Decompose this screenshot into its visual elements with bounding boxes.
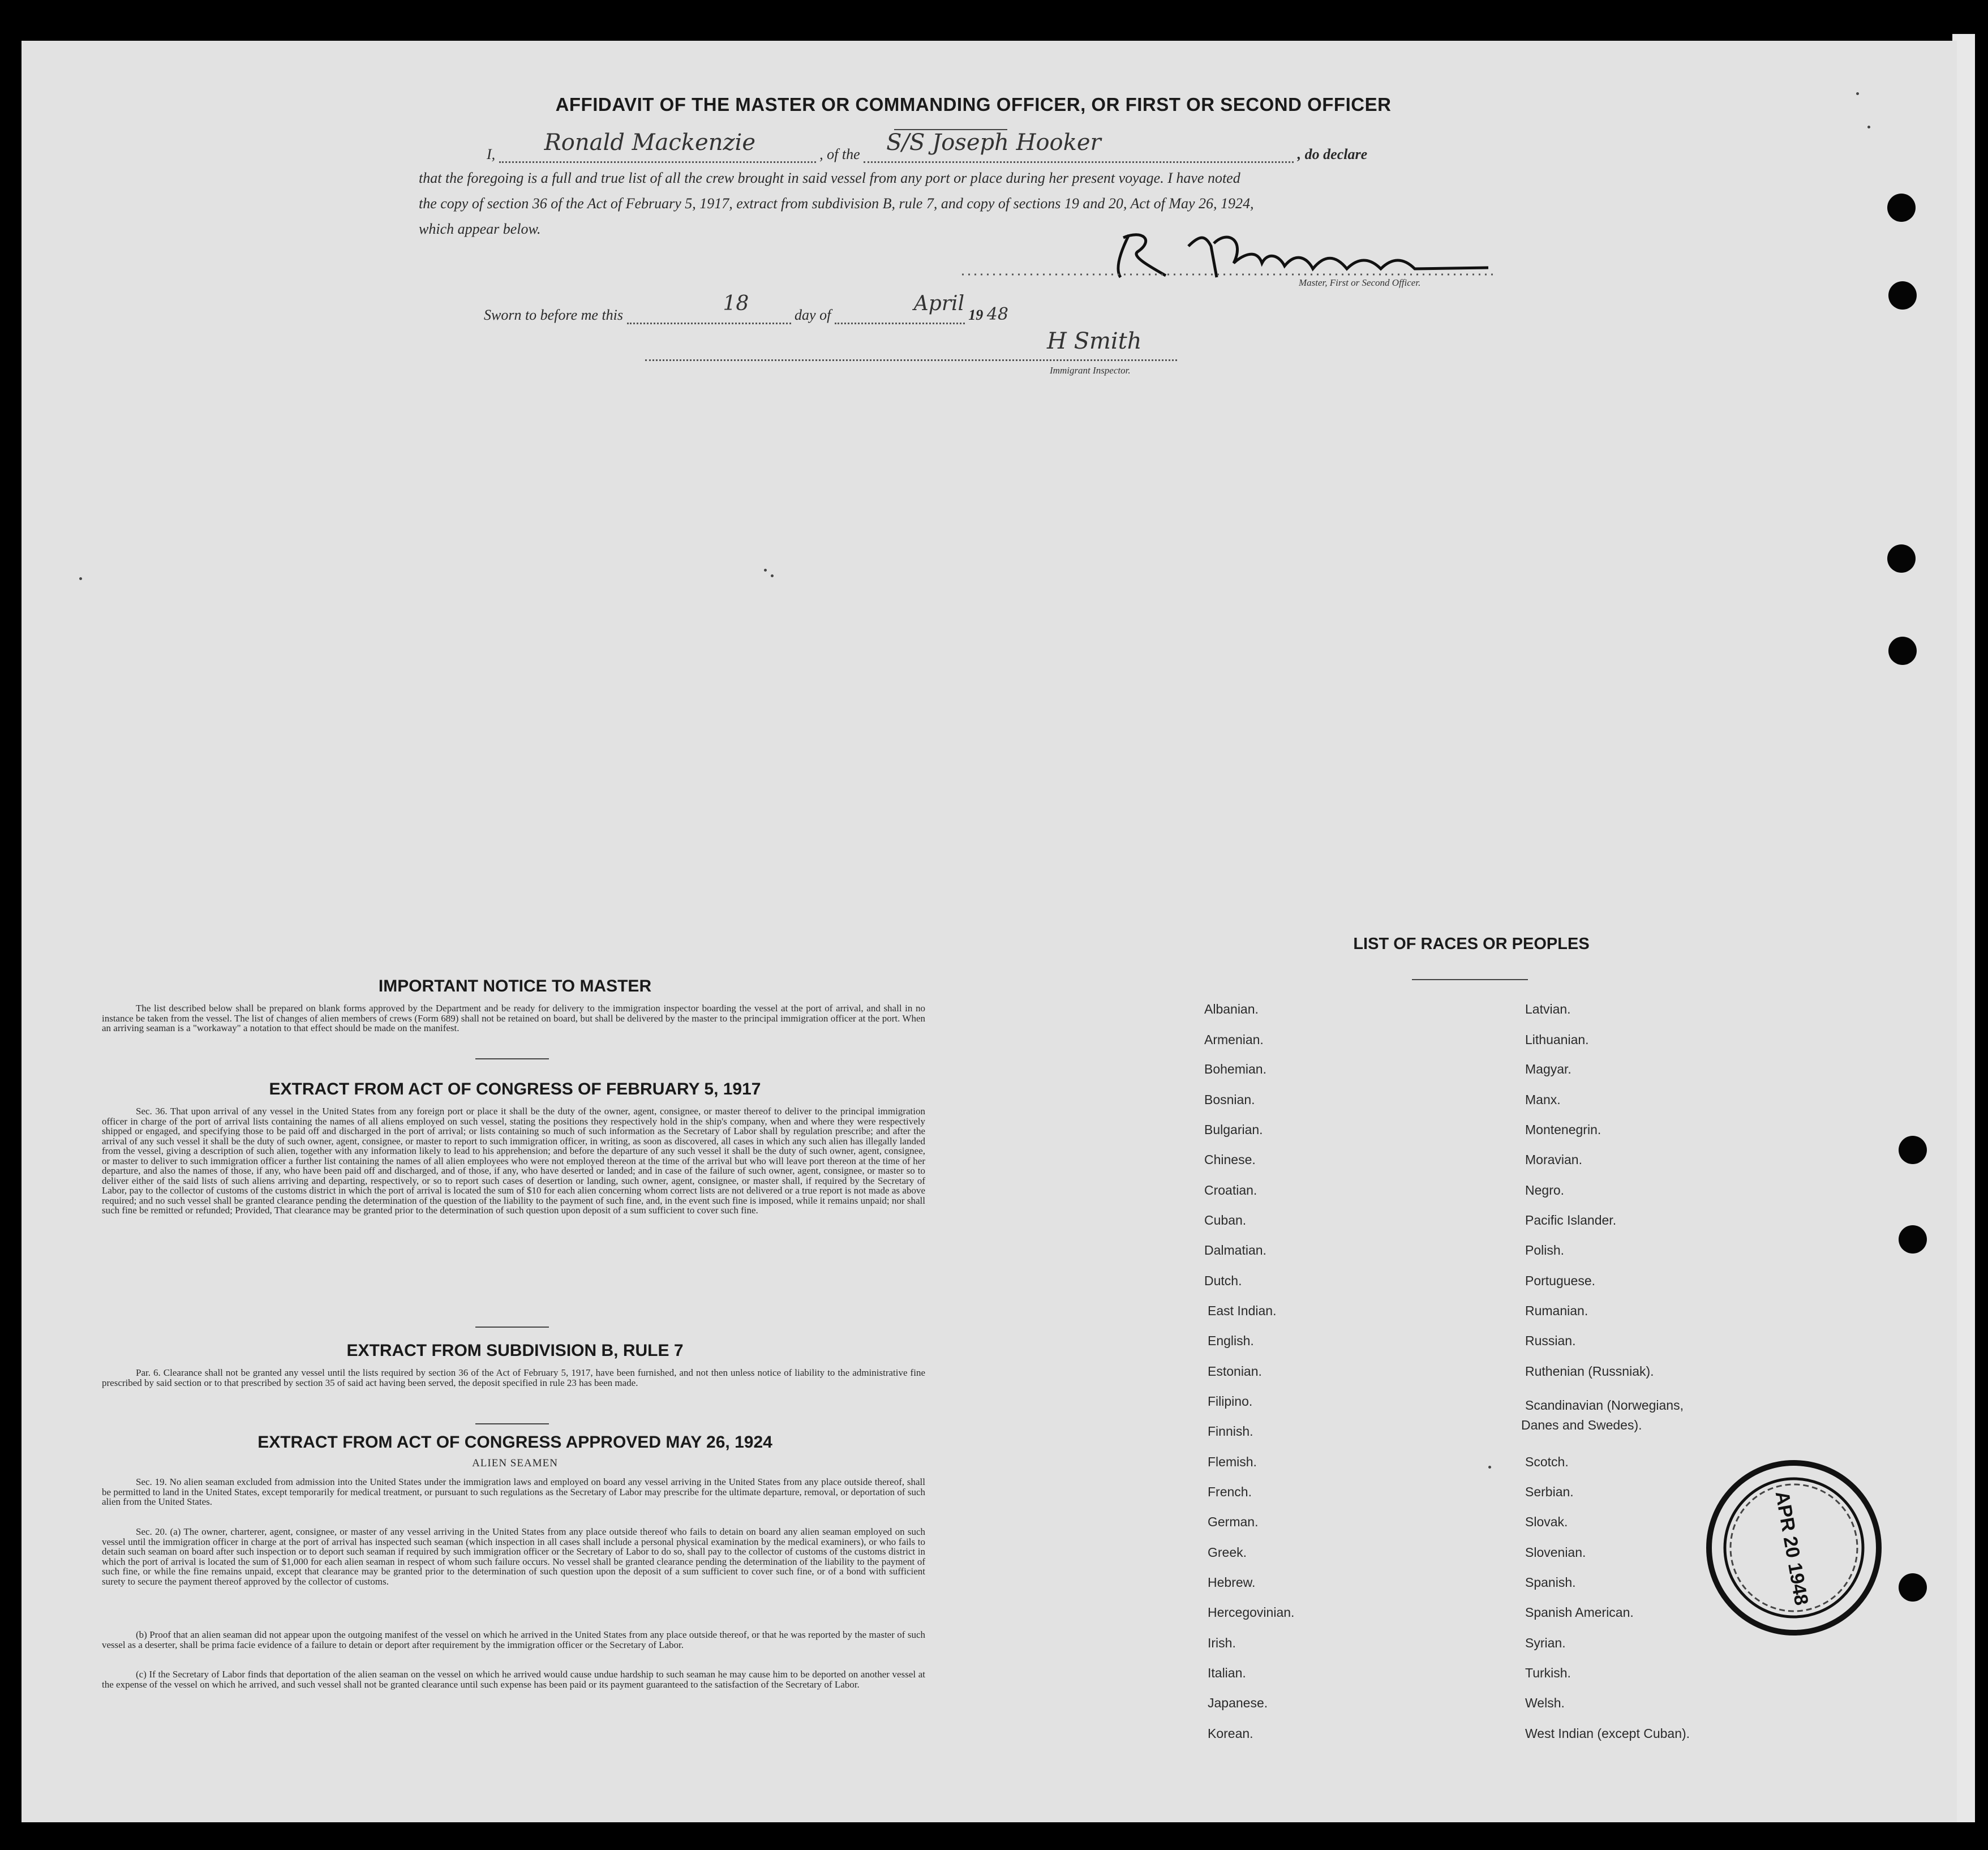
punch-hole	[1888, 281, 1917, 310]
rule7-body: Par. 6. Clearance shall not be granted any vessel until the lists required by section 36 of the Act of February 5, 1917, have been furnished, and not then unless notice of liability to the administrative fine prescribed by said section or to that prescribed by section 35 of said act having been served, the deposit specified in rule 23 has been made.	[102, 1367, 925, 1388]
race-item: Chinese.	[1204, 1152, 1256, 1167]
punch-hole	[1888, 637, 1917, 665]
stamp-date: APR 20 1948	[1771, 1489, 1813, 1607]
section-rule	[475, 1058, 549, 1059]
race-item: Slovak.	[1525, 1514, 1568, 1529]
race-item: Montenegrin.	[1525, 1122, 1601, 1137]
do-declare-label: , do declare	[1297, 146, 1368, 162]
race-item: Russian.	[1525, 1333, 1576, 1348]
extract-1917-title: EXTRACT FROM ACT OF CONGRESS OF FEBRUARY 5, 1917	[269, 1080, 761, 1098]
race-item: Danes and Swedes).	[1521, 1418, 1642, 1432]
day-of-label: day of	[795, 307, 831, 323]
race-item: Scandinavian (Norwegians,	[1525, 1398, 1684, 1413]
race-item: Korean.	[1208, 1726, 1253, 1741]
speck	[1856, 92, 1859, 95]
race-item: Bohemian.	[1204, 1062, 1266, 1076]
sworn-day-field	[627, 292, 791, 324]
sworn-day: 18	[723, 292, 749, 315]
punch-hole	[1887, 544, 1916, 573]
race-item: French.	[1208, 1484, 1252, 1499]
race-item: Armenian.	[1204, 1032, 1264, 1047]
race-item: Croatian.	[1204, 1183, 1257, 1197]
punch-hole	[1899, 1136, 1927, 1164]
year-suffix: 48	[986, 304, 1008, 324]
race-item: Ruthenian (Russniak).	[1525, 1364, 1654, 1379]
race-item: Bosnian.	[1204, 1092, 1255, 1107]
race-item: Filipino.	[1208, 1394, 1253, 1409]
race-item: Greek.	[1208, 1545, 1247, 1560]
declaration-line-3: the copy of section 36 of the Act of February 5, 1917, extract from subdivision B, rule 7, and copy of sections 19 and 20, Act of May 26, 1924,	[419, 195, 1254, 212]
race-item: Scotch.	[1525, 1454, 1569, 1469]
race-item: East Indian.	[1208, 1303, 1277, 1318]
race-item: Hebrew.	[1208, 1575, 1256, 1590]
race-item: Albanian.	[1204, 1002, 1259, 1016]
inspector-caption: Immigrant Inspector.	[1050, 365, 1131, 376]
declaration-line-2: that the foregoing is a full and true list of all the crew brought in said vessel from any port or place during her present voyage. I have noted	[419, 170, 1240, 186]
race-item: Hercegovinian.	[1208, 1605, 1295, 1620]
declaration-line-4: which appear below.	[419, 221, 541, 237]
sworn-month-field	[835, 292, 965, 324]
race-item: Japanese.	[1208, 1696, 1268, 1710]
race-item: Finnish.	[1208, 1424, 1253, 1439]
race-item: Serbian.	[1525, 1484, 1574, 1499]
notice-title: IMPORTANT NOTICE TO MASTER	[378, 977, 652, 995]
extract-1924-title: EXTRACT FROM ACT OF CONGRESS APPROVED MAY 26, 1924	[257, 1433, 772, 1452]
race-item: German.	[1208, 1514, 1259, 1529]
races-title: LIST OF RACES OR PEOPLES	[1353, 935, 1590, 953]
sworn-line	[484, 292, 1008, 324]
date-stamp-drawing	[1692, 1446, 1896, 1650]
race-item: Estonian.	[1208, 1364, 1262, 1379]
speck	[771, 574, 774, 577]
sworn-prefix: Sworn to before me this	[484, 307, 624, 323]
speck	[764, 569, 767, 572]
section-rule	[475, 1423, 549, 1424]
race-item: Negro.	[1525, 1183, 1565, 1197]
sec20a-body: Sec. 20. (a) The owner, charterer, agent, consignee, or master of any vessel arriving in the United States from any place outside thereof who fails to detain on board any alien seaman employed on such vessel until the immigration officer in charge at the port of arrival has inspected such seaman (which inspection in all cases shall include a personal physical examination by the medical examiners), or who fails to detain such seaman on board after such inspection or to deport such seaman if required by such immigration officer or the Secretary of Labor to do so, shall pay to the collector of customs of the customs district in which the port of arrival is located the sum of $1,000 for each alien seaman in respect of whom such failure occurs. No vessel shall be granted clearance pending the determination of the liability to the payment of such fine, or while the fine remains unpaid, except that clearance may be granted prior to the determination of such question upon the deposit of a sum sufficient to cover such fine, or of a bond with sufficient surety to secure the payment thereof approved by the collector of customs.	[102, 1526, 925, 1587]
race-item: Dalmatian.	[1204, 1243, 1266, 1257]
race-item: Italian.	[1208, 1666, 1246, 1680]
master-signature	[962, 224, 1494, 286]
vessel-name: S/S Joseph Hooker	[886, 130, 1101, 156]
inspector-signature: H Smith	[1047, 328, 1142, 354]
race-item: Dutch.	[1204, 1273, 1242, 1288]
sec20b-body: (b) Proof that an alien seaman did not appear upon the outgoing manifest of the vessel on which he arrived in the United States from any place outside thereof, or that he was reported by the master of such vessel as a deserter, shall be prima facie evidence of a failure to detain or deport after requirement by the immigration officer or the Secretary of Labor.	[102, 1629, 925, 1650]
punch-hole	[1899, 1573, 1927, 1602]
race-item: Bulgarian.	[1204, 1122, 1263, 1137]
race-item: Polish.	[1525, 1243, 1565, 1257]
notice-body: The list described below shall be prepared on blank forms approved by the Department and be ready for delivery to the immigration inspector boarding the vessel at the port of arrival, and shall in no instance be taken from the vessel. The list of changes of alien members of crews (Form 689) shall not be retained on board, but shall be delivered by the master to the principal immigration officer at the port. When an arriving seaman is a "workaway" a notation to that effect should be made on the manifest.	[102, 1003, 925, 1033]
race-item: English.	[1208, 1333, 1254, 1348]
punch-hole	[1887, 194, 1916, 222]
rule7-title: EXTRACT FROM SUBDIVISION B, RULE 7	[346, 1341, 684, 1360]
race-item: Slovenian.	[1525, 1545, 1586, 1560]
date-stamp	[1692, 1446, 1896, 1652]
race-item: Portuguese.	[1525, 1273, 1596, 1288]
race-item: Irish.	[1208, 1636, 1236, 1650]
sworn-month: April	[913, 292, 965, 315]
race-item: Syrian.	[1525, 1636, 1566, 1650]
races-rule	[1412, 979, 1528, 980]
extract-1917-body: Sec. 36. That upon arrival of any vessel in the United States from any foreign port or place it shall be the duty of the owner, agent, consignee, or master thereof to deliver to the principal immigration officer in charge of the port of arrival lists containing the names of all aliens employed on such vessel, stating the positions they respectively hold in the ship's company, when and where they were respectively shipped or engaged, and specifying those to be paid off and discharged in the port of arrival; or lists containing so much of such information as the Secretary of Labor shall by regulation prescribe; and after the arrival of any such vessel it shall be the duty of such owner, agent, consignee, or master to report to such immigration officer, in writing, as soon as discovered, all cases in which any such alien has illegally landed from the vessel, giving a description of such alien, together with any information likely to lead to his apprehension; and before the departure of any such vessel it shall be the duty of such owner, agent, consignee, or master to deliver to such immigration officer a further list containing the names of all alien employees who were not employed thereon at the time of the arrival but who will leave port thereon at the time of her departure, and also the names of those, if any, who have been paid off and discharged, and of those, if any, who have deserted or landed; and in case of the failure of such owner, agent, consignee, or master so to deliver either of the said lists of such aliens arriving and departing, respectively, or so to report such cases of desertion or landing, such owner, agent, consignee, or master shall, if required by the Secretary of Labor, pay to the collector of customs of the customs district in which the port of arrival is located the sum of $10 for each alien concerning whom correct lists are not delivered or a true report is not made as above required; and no such vessel shall be granted clearance pending the determination of the question of the liability to the payment of such fine, and, in the event such fine is imposed, while it remains unpaid; nor shall such fine be remitted or refunded; Provided, That clearance may be granted prior to the determination of such question upon deposit of a sum sufficient to cover such fine.	[102, 1106, 925, 1216]
signature-caption: Master, First or Second Officer.	[1299, 277, 1421, 288]
year-prefix: 19	[968, 307, 984, 323]
sec20c-body: (c) If the Secretary of Labor finds that deportation of the alien seaman on the vessel on which he arrived would cause undue hardship to such seaman he may cause him to be deported on another vessel at the expense of the vessel on which he arrived, and such vessel shall not be granted clearance until such expense has been paid or its payment guaranteed to the satisfaction of the Secretary of Labor.	[102, 1669, 925, 1690]
punch-hole	[1899, 1225, 1927, 1254]
race-item: Spanish American.	[1525, 1605, 1634, 1620]
race-item: Cuban.	[1204, 1213, 1247, 1227]
speck	[1488, 1466, 1491, 1469]
master-name: Ronald Mackenzie	[544, 130, 756, 156]
race-item: West Indian (except Cuban).	[1525, 1726, 1690, 1741]
affidavit-title: AFFIDAVIT OF THE MASTER OR COMMANDING OFFICER, OR FIRST OR SECOND OFFICER	[555, 94, 1392, 115]
race-item: Turkish.	[1525, 1666, 1571, 1680]
race-item: Pacific Islander.	[1525, 1213, 1617, 1227]
race-item: Moravian.	[1525, 1152, 1582, 1167]
inspector-signature-line	[645, 359, 1177, 361]
declaration-prefix: I,	[487, 146, 496, 162]
of-the-label: , of the	[819, 146, 860, 162]
race-item: Lithuanian.	[1525, 1032, 1589, 1047]
vessel-field	[864, 130, 1294, 163]
master-signature-drawing	[962, 224, 1494, 286]
race-item: Spanish.	[1525, 1575, 1576, 1590]
declaration-line-1	[487, 130, 1368, 163]
race-item: Rumanian.	[1525, 1303, 1588, 1318]
race-item: Magyar.	[1525, 1062, 1571, 1076]
race-item: Flemish.	[1208, 1454, 1257, 1469]
race-item: Manx.	[1525, 1092, 1561, 1107]
speck	[1867, 126, 1870, 128]
race-item: Welsh.	[1525, 1696, 1565, 1710]
master-name-field	[499, 130, 816, 163]
sec19-body: Sec. 19. No alien seaman excluded from admission into the United States under the immigration laws and employed on board any vessel arriving in the United States from any place outside thereof, shall be permitted to land in the United States, except temporarily for medical treatment, or pursuant to such regulations as the Secretary of Labor may prescribe for the ultimate departure, removal, or deportation of such alien from the United States.	[102, 1476, 925, 1507]
section-rule	[475, 1327, 549, 1328]
race-item: Latvian.	[1525, 1002, 1571, 1016]
speck	[79, 577, 82, 580]
extract-1924-subtitle: ALIEN SEAMEN	[472, 1457, 558, 1469]
